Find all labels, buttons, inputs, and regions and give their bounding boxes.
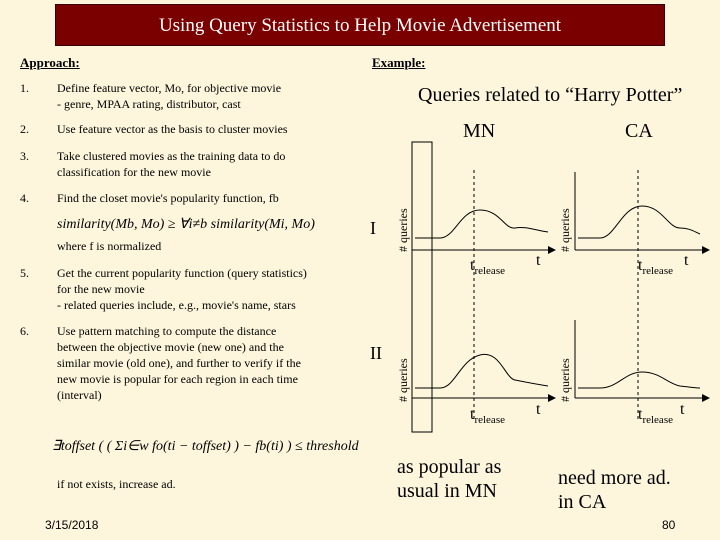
row-label-ii: II [370,343,382,363]
row-label-i: I [370,218,376,238]
conclusion-ca: need more ad. in CA [558,467,671,513]
step-text: Get the current popularity function (query statistics) for the new movie - related queries include, e.g., movie's name, stars [57,266,307,312]
step-number: 6. [20,324,29,338]
column-label-mn: MN [463,120,496,142]
series-line [578,372,700,388]
series-line [415,210,548,238]
page-number: 80 [662,518,676,532]
step-number: 5. [20,266,29,280]
t-release-label: $t_{release}$ [638,406,673,427]
plot-ca-ii [575,320,710,402]
y-axis-label: # queries [396,358,410,402]
step-number: 2. [20,122,29,136]
y-axis-label: # queries [558,358,572,402]
example-heading: Example: [372,55,426,70]
t-release-label: $t_{release}$ [470,257,505,278]
step-number: 4. [20,191,29,205]
step-text: Define feature vector, Mo, for objective movie - genre, MPAA rating, distributor, cast [57,81,282,111]
approach-heading: Approach: [20,55,80,70]
t-axis-label: t [536,401,541,418]
t-release-label: $t_{release}$ [638,257,673,278]
step-number: 1. [20,81,29,95]
t-axis-label: t [680,401,685,418]
step-text: Find the closet movie's popularity function, fb [57,191,279,205]
plot-mn-i [412,172,556,254]
similarity-formula: similarity(Mb, Mo) ≥ ∀i≠b similarity(Mi, Mo) [57,217,315,232]
series-line [578,206,700,238]
step-text: Use pattern matching to compute the distance between the objective movie (new one) and the similar movie (old one), and further to verify if the new movie is popular for each region in each time (interval) [57,324,301,402]
conclusion-mn: as popular as usual in MN [397,456,502,502]
y-axis-label: # queries [558,208,572,252]
plot-ca-i [575,172,710,254]
step-text: Use feature vector as the basis to cluster movies [57,122,288,136]
t-release-label: $t_{release}$ [470,406,505,427]
not-exists-note: if not exists, increase ad. [57,477,176,491]
plot-mn-ii [412,320,556,402]
panel-title: Queries related to “Harry Potter” [418,84,683,106]
footer-date: 3/15/2018 [45,518,99,532]
threshold-formula: ∃toffset ( ( Σi∈w fo(ti − toffset) ) − fb(ti) ) ≤ threshold [52,439,359,454]
t-axis-label: t [536,252,541,269]
slide-title: Using Query Statistics to Help Movie Advertisement [55,4,665,46]
step-number: 3. [20,149,29,163]
y-axis-label: # queries [396,208,410,252]
series-line [415,354,548,388]
column-label-ca: CA [625,120,653,142]
t-axis-label: t [684,252,689,269]
step-text: Take clustered movies as the training data to do classification for the new movie [57,149,286,179]
normalized-note: where f is normalized [57,239,162,253]
